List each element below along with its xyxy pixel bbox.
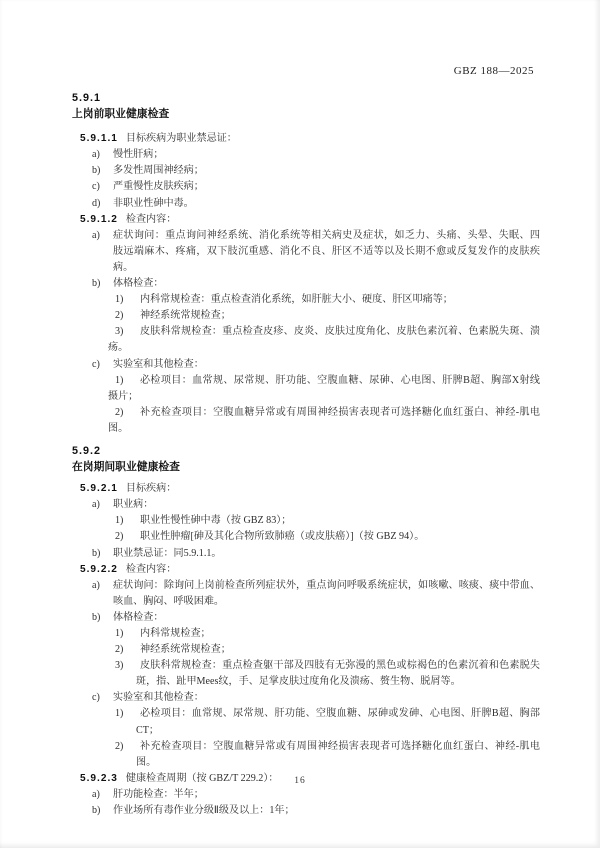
line-text: 实验室和其他检查： <box>113 692 204 704</box>
list-item <box>72 179 540 195</box>
list-marker: 2) <box>115 406 124 418</box>
clause-heading <box>72 90 540 122</box>
list-item <box>72 578 540 594</box>
line-text: 职业性慢性砷中毒（按 GBZ 83）； <box>140 515 292 527</box>
list-item <box>72 546 540 562</box>
list-marker: 2) <box>115 644 124 656</box>
list-item <box>72 228 540 244</box>
list-marker: 1) <box>115 708 124 720</box>
text-line <box>72 244 540 260</box>
line-text: 内科常规检查； <box>140 628 211 639</box>
list-item <box>72 276 540 292</box>
line-text: 肝功能检查：半年； <box>113 788 204 800</box>
clause-heading <box>72 562 540 578</box>
line-text: 多发性周围神经病； <box>113 165 204 177</box>
line-text: 皮肤科常规检查：重点检查躯干部及四肢有无弥漫的黑色或棕褐色的色素沉着和色素脱失 <box>140 660 540 672</box>
list-marker: b) <box>92 547 101 559</box>
line-text: 补充检查项目：空腹血糖异常或有周围神经损害表现者可选择糖化血红蛋白、神经-肌电 <box>140 740 540 752</box>
line-text: 内科常规检查：重点检查消化系统，如肝脏大小、硬度、肝区叩痛等； <box>140 294 453 306</box>
document-body <box>72 90 540 819</box>
list-item <box>72 529 540 545</box>
line-text: 检查内容： <box>125 563 177 575</box>
text-line <box>72 260 540 276</box>
list-marker: b) <box>92 278 101 290</box>
line-text: 严重慢性皮肤疾病； <box>113 181 204 193</box>
list-marker: 3) <box>115 660 124 672</box>
line-text: 咳血、胸闷、呼吸困难。 <box>113 595 225 607</box>
line-text: 疡。 <box>108 342 129 354</box>
line-text: 实验室和其他检查： <box>113 358 204 370</box>
clause-number: 5.9.1 <box>72 92 102 104</box>
line-text: 目标疾病为职业禁忌证： <box>125 133 237 145</box>
line-text: 职业病： <box>113 499 154 511</box>
list-marker: 1) <box>115 294 124 306</box>
clause-heading <box>72 481 540 497</box>
line-text: 作业场所有毒作业分级Ⅱ级及以上：1年； <box>113 805 295 817</box>
list-marker: a) <box>92 149 100 161</box>
list-item <box>72 513 540 529</box>
list-marker: 3) <box>115 326 124 338</box>
text-line <box>72 723 540 739</box>
clause-number: 5.9.2 <box>72 444 102 457</box>
list-item <box>72 658 540 674</box>
list-marker: 2) <box>115 531 124 543</box>
standard-reference-header: GBZ 188—2025 <box>453 65 534 77</box>
line-text: 健康检查周期（按 GBZ/T 229.2）： <box>125 772 279 784</box>
line-text: 必检项目：血常规、尿常规、肝功能、空腹血糖、尿砷或发砷、心电图、肝脾B超、胸部 <box>140 708 540 720</box>
list-marker: 1) <box>115 628 124 639</box>
line-text: 补充检查项目：空腹血糖异常或有周围神经损害表现者可选择糖化血红蛋白、神经-肌电 <box>140 406 540 418</box>
clause-number: 5.9.1.1 <box>80 133 118 145</box>
line-text: 非职业性砷中毒。 <box>113 197 194 209</box>
list-marker: c) <box>92 692 100 704</box>
list-item <box>72 324 540 340</box>
line-text: 斑，指、趾甲Mees纹，手、足掌皮肤过度角化及溃疡、赘生物、脱屑等。 <box>136 676 461 688</box>
list-item <box>72 706 540 722</box>
line-text: 皮肤科常规检查：重点检查皮疹、皮炎、皮肤过度角化、皮肤色素沉着、色素脱失斑、溃 <box>140 326 540 338</box>
line-text: 职业禁忌证：同5.9.1.1。 <box>113 547 222 559</box>
clause-heading <box>72 212 540 228</box>
list-marker: c) <box>92 181 100 193</box>
list-item <box>72 610 540 626</box>
line-text: 在岗期间职业健康检查 <box>72 461 180 474</box>
line-text: 图。 <box>136 756 157 768</box>
clause-number: 5.9.2.1 <box>80 483 118 495</box>
list-marker: a) <box>92 229 100 241</box>
line-text: 神经系统常规检查； <box>140 310 231 322</box>
line-text: 症状询问：重点询问神经系统、消化系统等相关病史及症状，如乏力、头痛、头晕、失眠、四 <box>113 229 540 241</box>
list-item <box>72 690 540 706</box>
text-line <box>72 421 540 437</box>
line-text: 体格检查： <box>113 611 164 623</box>
list-marker: b) <box>92 165 101 177</box>
text-line <box>72 674 540 690</box>
list-item <box>72 308 540 324</box>
clause-heading <box>72 443 540 475</box>
line-text: 目标疾病： <box>125 483 177 495</box>
line-text: 症状询问：除询问上岗前检查所列症状外，重点询问呼吸系统症状，如咳嗽、咳痰、痰中带血、 <box>113 579 540 591</box>
line-text: 肢远端麻木、疼痛，双下肢沉重感、消化不良、肝区不适等以及长期不愈或反复发作的皮肤疾 <box>113 245 540 257</box>
list-item <box>72 497 540 513</box>
line-text: 体格检查： <box>113 278 164 290</box>
list-marker: a) <box>92 788 100 800</box>
list-item <box>72 196 540 212</box>
list-marker: 1) <box>115 374 124 386</box>
list-item <box>72 626 540 642</box>
line-text: 图。 <box>108 422 129 434</box>
page-number: 16 <box>294 776 306 786</box>
clause-number: 5.9.2.3 <box>80 772 118 784</box>
line-text: 必检项目：血常规、尿常规、肝功能、空腹血糖、尿砷、心电图、肝脾B超、胸部X射线 <box>140 374 540 386</box>
list-item <box>72 163 540 179</box>
list-item <box>72 787 540 803</box>
list-item <box>72 405 540 421</box>
line-text: 上岗前职业健康检查 <box>72 108 170 121</box>
list-item <box>72 147 540 163</box>
list-item <box>72 642 540 658</box>
clause-number: 5.9.2.2 <box>80 563 118 575</box>
line-text: 检查内容： <box>125 213 177 225</box>
text-line <box>72 594 540 610</box>
list-marker: d) <box>92 197 101 209</box>
clause-heading <box>72 131 540 147</box>
text-line <box>72 389 540 405</box>
text-line <box>72 340 540 356</box>
line-text: 摄片； <box>108 390 139 402</box>
list-marker: b) <box>92 805 101 817</box>
line-text: CT； <box>136 724 159 736</box>
list-item <box>72 292 540 308</box>
list-marker: a) <box>92 499 100 511</box>
list-marker: 2) <box>115 740 124 752</box>
line-text: 神经系统常规检查； <box>140 644 231 656</box>
list-marker: b) <box>92 611 101 623</box>
list-item <box>72 373 540 389</box>
line-text: 职业性肿瘤[砷及其化合物所致肺癌（或皮肤癌）]（按 GBZ 94）。 <box>140 531 425 543</box>
clause-number: 5.9.1.2 <box>80 213 118 225</box>
list-marker: c) <box>92 358 100 370</box>
list-marker: 2) <box>115 310 124 322</box>
list-item <box>72 803 540 819</box>
line-text: 病。 <box>113 261 134 273</box>
text-line <box>72 755 540 771</box>
list-item <box>72 739 540 755</box>
list-item <box>72 357 540 373</box>
line-text: 慢性肝病； <box>113 149 164 161</box>
list-marker: 1) <box>115 515 124 527</box>
list-marker: a) <box>92 579 100 591</box>
